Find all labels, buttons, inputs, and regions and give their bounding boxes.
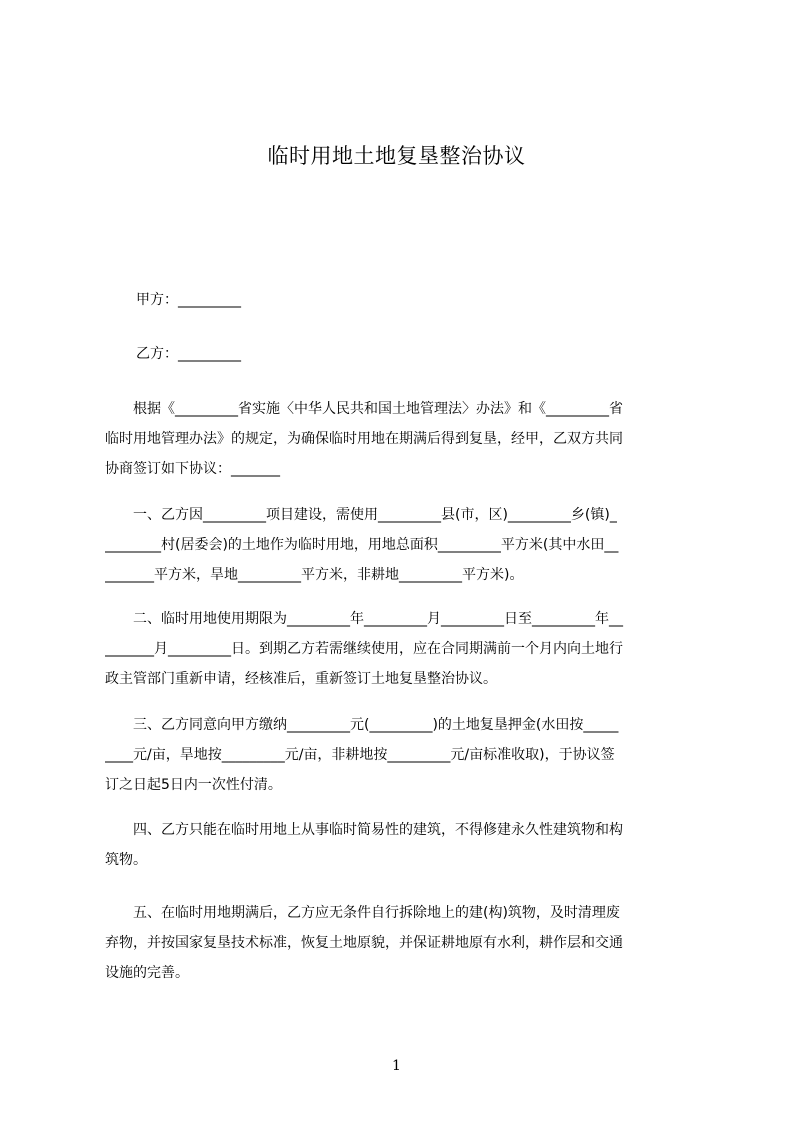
article-3-paragraph (105, 710, 699, 800)
article-5-line: 弃物，并按国家复垦技术标准，恢复土地原貌，并保证耕地原有水利，耕作层和交通 (105, 935, 623, 951)
preamble-line: 协商签订如下协议：_______ (105, 461, 280, 477)
article-5-line: 设施的完善。 (105, 965, 189, 981)
article-2-line: 二、临时用地使用期限为_________年_________月_________日至_________年__ (105, 611, 623, 627)
article-3-line: 三、乙方同意向甲方缴纳_________元(_________)的土地复垦押金(水田按_____ (105, 717, 619, 733)
article-3-line: 订之日起5日内一次性付清。 (105, 777, 282, 793)
preamble-line: 临时用地管理办法》的规定，为确保临时用地在期满后得到复垦，经甲，乙双方共同 (105, 431, 623, 447)
party-a-line: 甲方：_________ (136, 292, 241, 308)
article-4-paragraph (105, 815, 699, 875)
article-1-paragraph (105, 500, 699, 590)
article-1-line: _______平方米，旱地_________平方米，非耕地_________平方米)。 (105, 567, 524, 583)
article-4-line: 四、乙方只能在临时用地上从事临时简易性的建筑，不得修建永久性建筑物和构 (105, 822, 623, 838)
preamble-paragraph (105, 394, 699, 484)
page-number: 1 (392, 1058, 401, 1074)
preamble-line: 根据《_________省实施〈中华人民共和国土地管理法〉办法》和《_________省 (105, 401, 623, 417)
party-b-line: 乙方：_________ (136, 346, 241, 362)
article-2-paragraph (105, 604, 699, 694)
article-2-line: _______月_________日。到期乙方若需继续使用，应在合同期满前一个月内向土地行 (105, 641, 623, 657)
article-3-line: ____元/亩，旱地按_________元/亩，非耕地按_________元/亩标准收取)，于协议签 (105, 747, 615, 763)
article-1-line: ________村(居委会)的土地作为临时用地，用地总面积_________平方米(其中水田__ (105, 537, 619, 553)
article-5-line: 五、在临时用地期满后，乙方应无条件自行拆除地上的建(构)筑物，及时清理废 (105, 905, 620, 921)
document-title: 临时用地土地复垦整治协议 (267, 144, 526, 168)
article-5-paragraph (105, 898, 699, 988)
article-1-line: 一、乙方因_________项目建设，需使用_________县(市，区)_________乡(镇)_ (105, 507, 617, 523)
article-2-line: 政主管部门重新申请，经核准后，重新签订土地复垦整治协议。 (105, 671, 497, 687)
article-4-line: 筑物。 (105, 852, 147, 868)
